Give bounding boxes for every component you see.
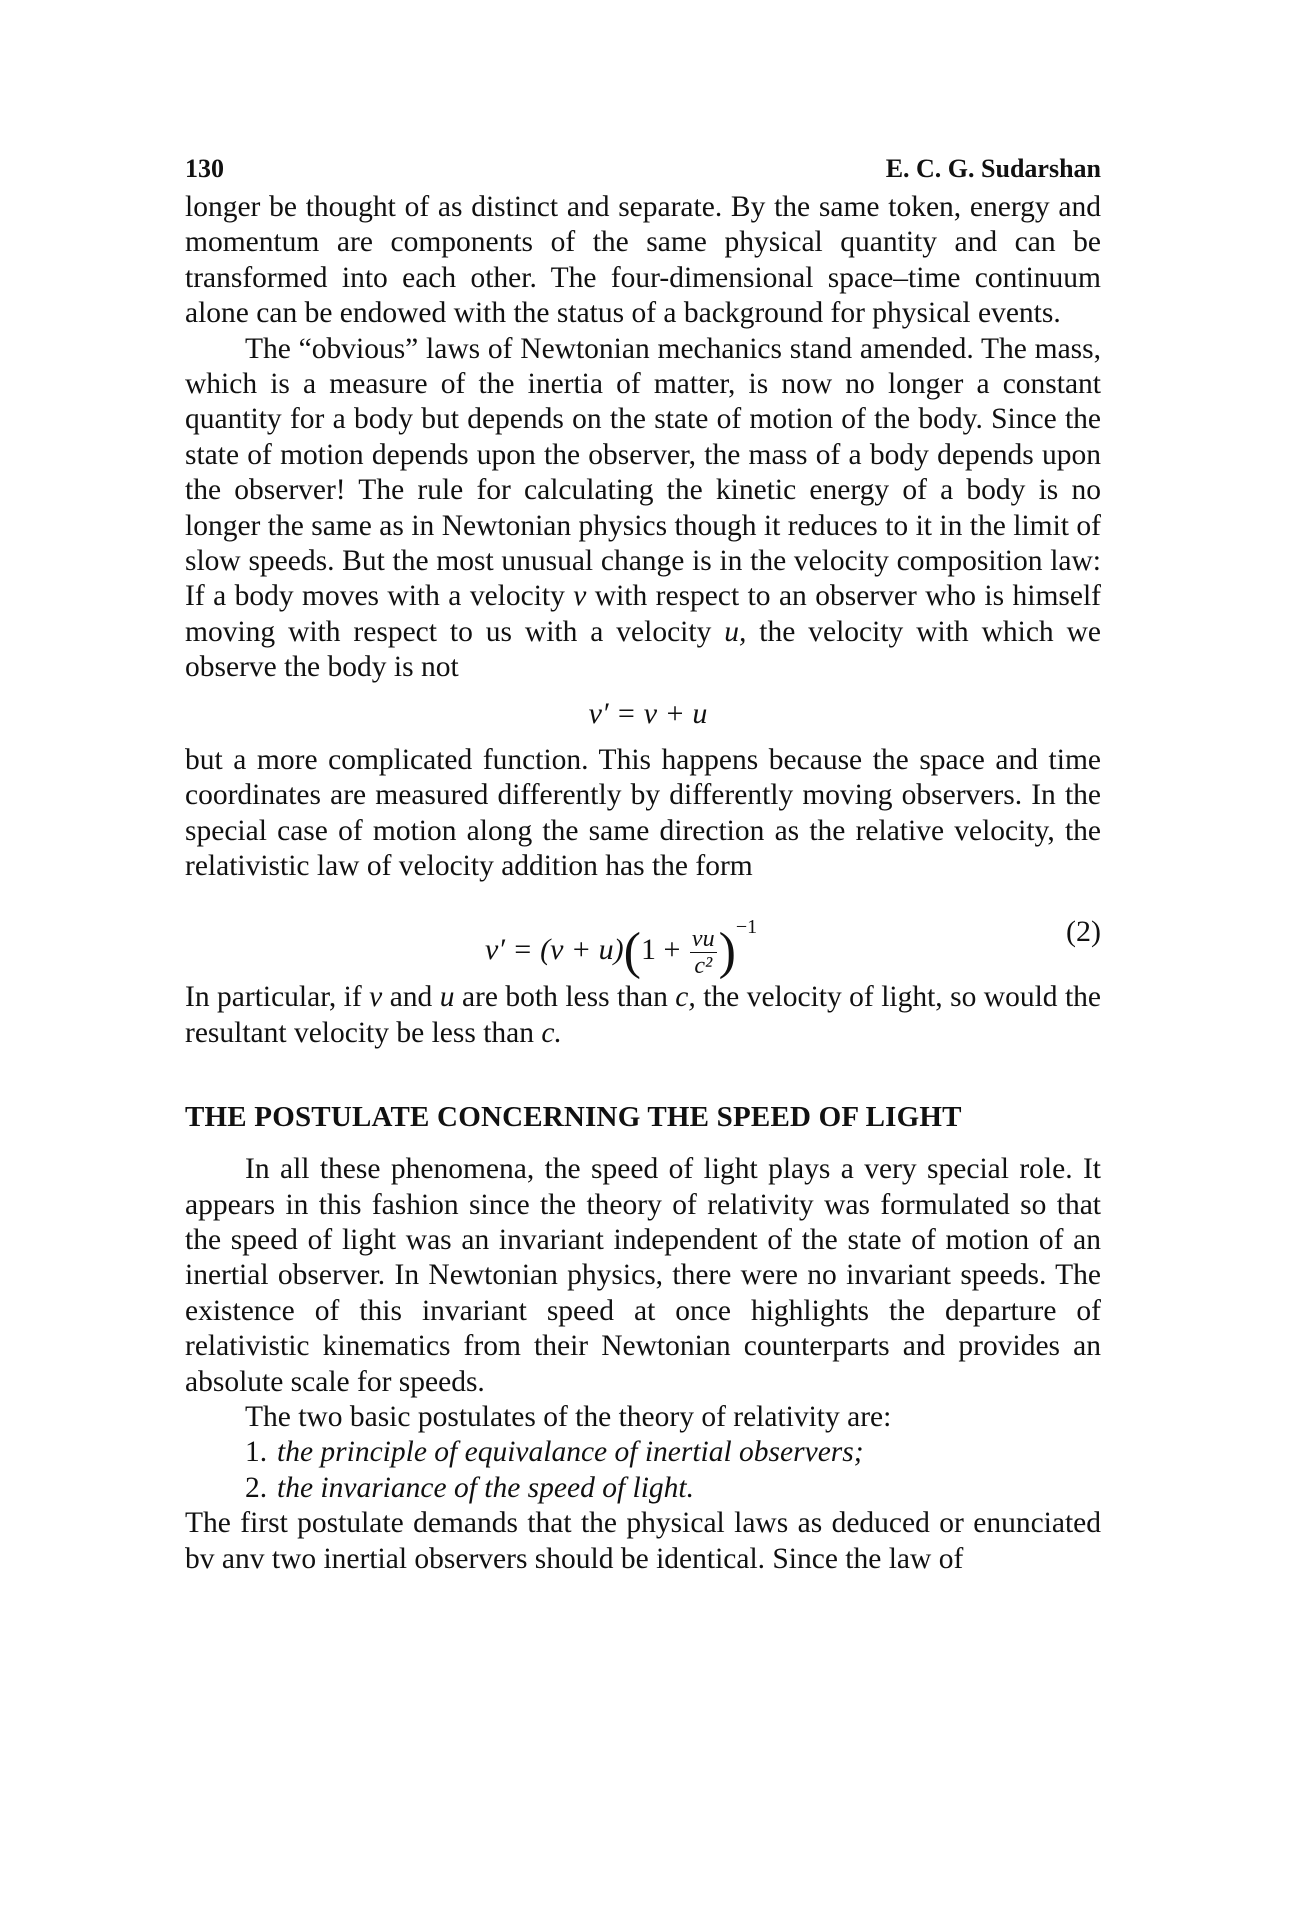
paragraph-velocity-addition bbox=[185, 743, 1101, 885]
running-head bbox=[185, 150, 1101, 190]
paragraph-text: the velocity with which we observe the body is not bbox=[185, 615, 1101, 684]
postulate-text: the invariance of the speed of light. bbox=[277, 1471, 695, 1504]
equation-one-plus: 1 + bbox=[641, 933, 681, 967]
variable-u: u, bbox=[724, 615, 747, 648]
fraction-denominator: c² bbox=[694, 952, 713, 979]
paragraph-text: with respect to an observer who is himself moving with respect to us with a velocity bbox=[185, 580, 1102, 648]
equation-number: (2) bbox=[1066, 915, 1101, 949]
postulate-item bbox=[185, 1471, 1101, 1506]
paragraph-text: The two basic postulates of the theory of relativity are: bbox=[245, 1400, 892, 1433]
left-paren: ( bbox=[623, 923, 641, 981]
paragraph-postulates-intro bbox=[185, 1400, 1101, 1435]
variable-c: c, bbox=[675, 981, 696, 1014]
equation-exponent: −1 bbox=[735, 916, 758, 939]
equation-body bbox=[485, 910, 757, 979]
paragraph-newtonian-mechanics bbox=[185, 332, 1101, 686]
paragraph-less-than-c bbox=[185, 980, 1101, 1051]
paragraph-text: The “obvious” laws of Newtonian mechanics stand amended. The mass, which is a measure of the inertia of matter, is now no longer a constant quantity for a body but depends on the state of motion of the body. Since the state of motion depends upon the observer, the mass of a body depends upon the observer! The rule for calculating the kinetic energy of a body is no longer the same as in Newtonian physics though it reduces to it in the limit of slow speeds. But the most unusual change is in the velocity composition law: If a body moves with a velocity bbox=[185, 332, 1101, 613]
paragraph-first-postulate bbox=[185, 1506, 1101, 1577]
variable-c: c. bbox=[541, 1016, 562, 1049]
paragraph-continuation bbox=[185, 190, 1101, 332]
variable-u: u bbox=[439, 981, 455, 1014]
section-heading: THE POSTULATE CONCERNING THE SPEED OF LIGHT bbox=[185, 1101, 962, 1134]
paragraph-speed-of-light bbox=[185, 1152, 1101, 1400]
paragraph-text: the velocity of light, so would the resultant velocity be less than bbox=[185, 981, 1102, 1049]
equation-relativistic-addition bbox=[185, 892, 1101, 981]
postulate-text: the principle of equivalance of inertial observers; bbox=[277, 1436, 864, 1469]
paragraph-text: The first postulate demands that the physical laws as deduced or enunciated bv anv two inertial observers should be identical. Since the law of bbox=[185, 1507, 1101, 1575]
variable-v: v bbox=[573, 580, 587, 613]
right-paren: ) bbox=[718, 923, 736, 981]
paragraph-text: but a more complicated function. This happens because the space and time coordinates are measured differently by differently moving observers. In the special case of motion along the same direction as the relative velocity, the relativistic law of velocity addition has the form bbox=[185, 743, 1101, 882]
document-page bbox=[185, 150, 1101, 1577]
equation-galilean-addition: v′ = v + u bbox=[588, 696, 708, 730]
equation-lhs: v′ = (v + u) bbox=[485, 933, 624, 967]
paragraph-text: longer be thought of as distinct and separate. By the same token, energy and momentum are components of the same physical quantity and can be transformed into each other. The four-dimensional space–time continuum alone can be endowed with the status of a background for physical events. bbox=[185, 191, 1101, 330]
paragraph-text: and bbox=[389, 981, 433, 1014]
paragraph-text: In particular, if bbox=[185, 981, 362, 1014]
paragraph-text: In all these phenomena, the speed of light plays a very special role. It appears in this fashion since the theory of relativity was formulated so that the speed of light was an invariant independent of the state of motion of an inertial observer. In Newtonian physics, there were no invariant speeds. The existence of this invariant speed at once highlights the departure of relativistic kinematics from their Newtonian counterparts and provides an absolute scale for speeds. bbox=[185, 1153, 1101, 1398]
running-head-author: E. C. G. Sudarshan bbox=[885, 154, 1101, 183]
paragraph-text: are both less than bbox=[461, 981, 668, 1014]
fraction-vu-over-c-squared bbox=[690, 926, 717, 979]
variable-v: v bbox=[369, 981, 383, 1014]
postulate-number: 1. bbox=[245, 1436, 268, 1469]
page-number: 130 bbox=[185, 154, 224, 183]
postulate-item bbox=[185, 1435, 1101, 1470]
postulate-number: 2. bbox=[245, 1471, 268, 1504]
fraction-numerator: vu bbox=[691, 925, 715, 952]
